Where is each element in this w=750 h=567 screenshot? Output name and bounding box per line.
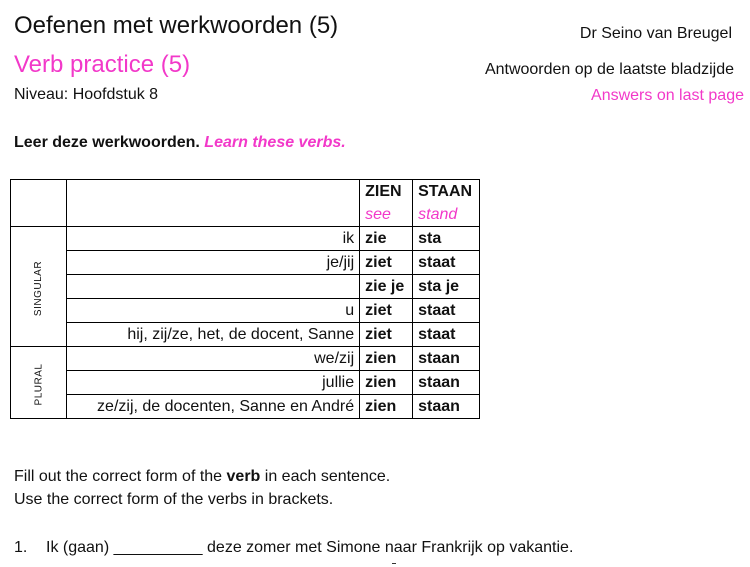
staan-form-cell: sta je xyxy=(413,275,480,299)
staan-form-cell: staan xyxy=(413,395,480,419)
instruction-dutch: Leer deze werkwoorden. xyxy=(14,134,200,151)
zien-form-cell: zien xyxy=(360,347,413,371)
zien-form-cell: zien xyxy=(360,395,413,419)
staan-form-cell: staan xyxy=(413,371,480,395)
table-row xyxy=(11,275,480,299)
pronoun-cell: hij, zij/ze, het, de docent, Sanne xyxy=(67,323,360,347)
staan-form-cell: staan xyxy=(413,347,480,371)
group-label-singular: SINGULAR xyxy=(11,227,67,347)
staan-form-cell: staat xyxy=(413,251,480,275)
exercise-item-1 xyxy=(14,539,573,557)
pronoun-cell: je/jij xyxy=(67,251,360,275)
staan-form-cell: staat xyxy=(413,299,480,323)
author-name: Dr Seino van Breugel xyxy=(579,25,732,42)
directions-line-1: Fill out the correct form of the verb in each sentence. xyxy=(14,468,391,485)
pronoun-cell: ze/zij, de docenten, Sanne en André xyxy=(67,395,360,419)
verb-header-staan: STAAN xyxy=(413,180,480,204)
zien-form-cell: zie je xyxy=(360,275,413,299)
answers-note-dutch: Antwoorden op de laatste bladzijde xyxy=(484,61,734,78)
pronoun-cell: jullie xyxy=(67,371,360,395)
worksheet-title-dutch: Oefenen met werkwoorden (5) xyxy=(14,12,339,39)
clipped-next-line-mark xyxy=(392,563,396,564)
staan-form-cell: staat xyxy=(413,323,480,347)
answers-note-english: Answers on last page xyxy=(591,87,744,104)
learn-instruction xyxy=(14,134,346,152)
table-row xyxy=(11,347,480,371)
zien-form-cell: ziet xyxy=(360,323,413,347)
directions-line-2: Use the correct form of the verbs in brackets. xyxy=(14,491,334,508)
table-row xyxy=(11,251,480,275)
instruction-english: Learn these verbs. xyxy=(204,134,346,151)
pronoun-cell: we/zij xyxy=(67,347,360,371)
header-blank-cell xyxy=(67,180,360,227)
zien-form-cell: ziet xyxy=(360,251,413,275)
zien-form-cell: zie xyxy=(360,227,413,251)
table-row xyxy=(11,371,480,395)
zien-form-cell: ziet xyxy=(360,299,413,323)
group-label-plural: PLURAL xyxy=(11,347,67,419)
table-row xyxy=(11,323,480,347)
exercise-sentence: Ik (gaan) __________ deze zomer met Simone naar Frankrijk op vakantie. xyxy=(46,539,574,556)
directions-bold-word: verb xyxy=(226,468,261,485)
worksheet-title-english: Verb practice (5) xyxy=(14,51,191,78)
exercise-number: 1. xyxy=(14,539,28,556)
pronoun-cell: u xyxy=(67,299,360,323)
table-header-row xyxy=(11,180,480,204)
zien-form-cell: zien xyxy=(360,371,413,395)
table-row xyxy=(11,227,480,251)
header-corner-cell xyxy=(11,180,67,227)
table-row xyxy=(11,395,480,419)
table-row xyxy=(11,299,480,323)
verb-translation-stand: stand xyxy=(413,203,480,227)
verb-conjugation-table xyxy=(10,179,480,419)
staan-form-cell: sta xyxy=(413,227,480,251)
verb-header-zien: ZIEN xyxy=(360,180,413,204)
pronoun-cell: ik xyxy=(67,227,360,251)
level-label: Niveau: Hoofdstuk 8 xyxy=(14,86,159,103)
verb-translation-see: see xyxy=(360,203,413,227)
pronoun-cell xyxy=(67,275,360,299)
